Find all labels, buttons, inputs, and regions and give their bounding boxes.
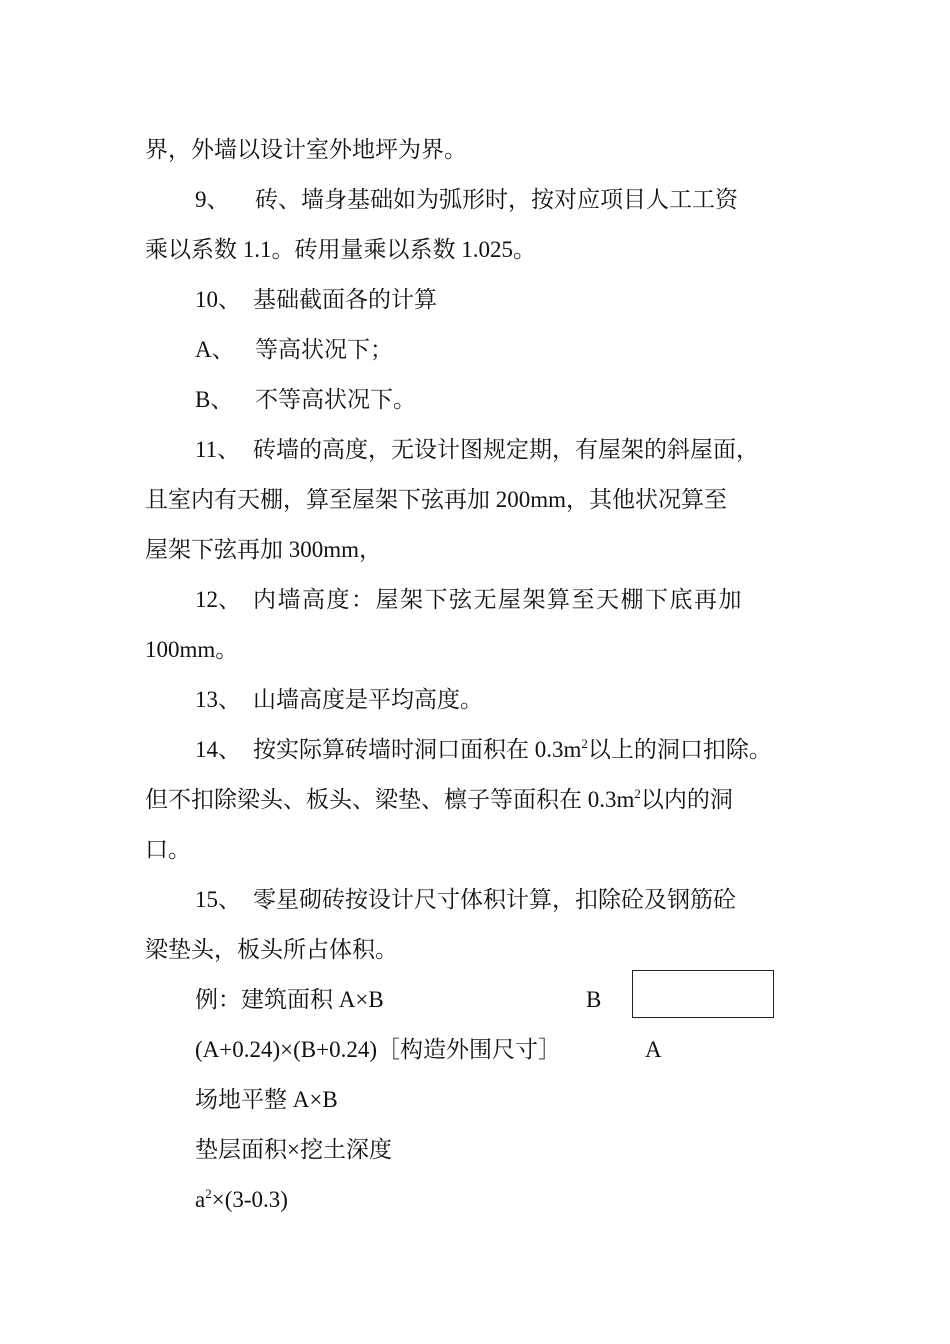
- item-number: A、: [195, 337, 235, 362]
- line-text: ×(3-0.3): [211, 1187, 288, 1212]
- list-item-13: [195, 685, 875, 715]
- example-line: 垫层面积×挖土深度: [195, 1137, 392, 1162]
- text-line: [145, 785, 825, 815]
- item-text: 山墙高度是平均高度。: [253, 687, 483, 712]
- text-line: 乘以系数 1.1。砖用量乘以系数 1.025。: [145, 237, 536, 262]
- text-line: 梁垫头，板头所占体积。: [145, 937, 398, 962]
- list-item-11: [195, 435, 875, 465]
- list-item-10: [195, 285, 875, 315]
- line-text: a: [195, 1187, 206, 1212]
- item-number: 11、: [195, 437, 241, 462]
- list-item-14: [195, 735, 875, 765]
- superscript: 2: [205, 1186, 212, 1201]
- text-line: 100mm。: [145, 637, 239, 662]
- item-number: 15、: [195, 887, 241, 912]
- line-text: 以内的洞: [640, 787, 733, 812]
- example-line: (A+0.24)×(B+0.24)［构造外围尺寸］: [195, 1037, 562, 1062]
- item-text: 砖、墙身基础如为弧形时，按对应项目人工工资: [255, 187, 738, 212]
- item-text: 零星砌砖按设计尺寸体积计算，扣除砼及钢筋砼: [253, 887, 736, 912]
- list-item-a: [195, 335, 875, 365]
- item-number: 12、: [195, 587, 241, 612]
- item-text: 等高状况下；: [255, 337, 393, 362]
- example-line: 例：建筑面积 A×B: [195, 987, 384, 1012]
- item-number: 10、: [195, 287, 241, 312]
- item-number: 14、: [195, 737, 241, 762]
- superscript: 2: [634, 786, 641, 801]
- text-line: 口。: [145, 837, 191, 862]
- item-text: 基础截面各的计算: [253, 287, 437, 312]
- text-line: 界，外墙以设计室外地坪为界。: [145, 137, 467, 162]
- item-text: 不等高状况下。: [255, 387, 416, 412]
- text-line: 且室内有天棚，算至屋架下弦再加 200mm，其他状况算至: [145, 487, 728, 512]
- example-line: [195, 1185, 875, 1215]
- text-line: 屋架下弦再加 300mm，: [145, 537, 383, 562]
- line-text: 但不扣除梁头、板头、梁垫、檩子等面积在 0.3m: [145, 787, 635, 812]
- figure-label-a: A: [645, 1037, 662, 1062]
- item-text: 内墙高度：屋架下弦无屋架算至天棚下底再加: [253, 587, 743, 612]
- example-line: 场地平整 A×B: [195, 1087, 338, 1112]
- item-text: 以上的洞口扣除。: [587, 737, 772, 762]
- list-item-15: [195, 885, 875, 915]
- list-item-12: [195, 585, 875, 615]
- rectangle-diagram: [632, 970, 774, 1018]
- figure-label-b: B: [586, 987, 602, 1012]
- list-item-b: [195, 385, 875, 415]
- list-item-9: [195, 185, 875, 215]
- item-number: 13、: [195, 687, 241, 712]
- superscript: 2: [581, 736, 588, 751]
- item-text: 按实际算砖墙时洞口面积在 0.3m: [253, 737, 582, 762]
- item-number: B、: [195, 387, 234, 412]
- item-number: 9、: [195, 187, 230, 212]
- item-text: 砖墙的高度，无设计图规定期，有屋架的斜屋面，: [253, 437, 759, 462]
